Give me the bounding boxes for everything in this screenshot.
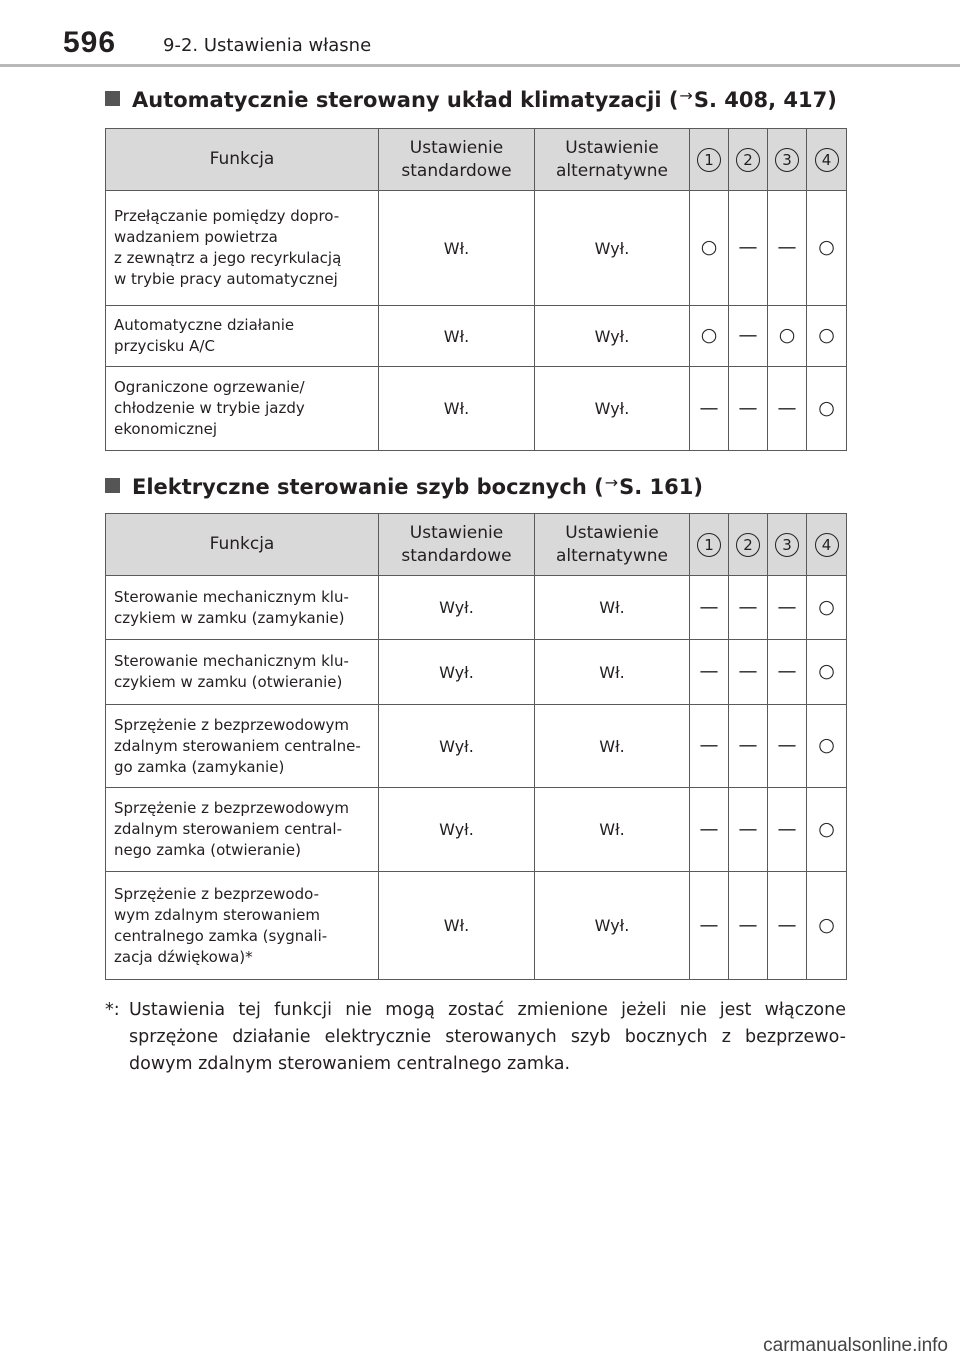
table-row xyxy=(106,306,847,367)
mode-3-availability xyxy=(768,640,807,705)
alternative-setting: Wł. xyxy=(535,705,690,788)
column-header-mode-4 xyxy=(807,129,847,191)
column-header-default: Ustawienie standardowe xyxy=(379,129,535,191)
header-divider xyxy=(0,64,960,67)
column-header-mode-1 xyxy=(690,514,729,576)
mode-1-availability xyxy=(690,640,729,705)
mode-4-availability xyxy=(807,788,847,872)
mode-4-availability xyxy=(807,872,847,980)
mode-4-availability xyxy=(807,705,847,788)
mode-4-availability xyxy=(807,306,847,367)
mode-1-availability xyxy=(690,306,729,367)
column-header-mode-2 xyxy=(729,129,768,191)
column-header-alternative: Ustawienie alternatywne xyxy=(535,514,690,576)
default-setting: Wł. xyxy=(379,191,535,306)
mode-1-availability xyxy=(690,705,729,788)
windows-settings-table xyxy=(105,513,847,980)
mode-1-availability xyxy=(690,576,729,640)
function-name: Sterowanie mechanicznym klu- czykiem w zamku (otwieranie) xyxy=(106,640,379,705)
circled-number-icon: 4 xyxy=(815,533,839,557)
mode-3-availability xyxy=(768,367,807,451)
mode-2-availability xyxy=(729,191,768,306)
mode-3-availability xyxy=(768,576,807,640)
heading-text: Elektryczne sterowanie szyb bocznych ( xyxy=(132,475,604,499)
circle-mark-icon: ○ xyxy=(818,236,835,258)
circled-number-icon: 2 xyxy=(736,533,760,557)
footnote xyxy=(105,997,846,1078)
mode-3-availability xyxy=(768,705,807,788)
function-name: Sprzężenie z bezprzewodo- wym zdalnym sterowaniem centralnego zamka (sygnali- zacja dźwiękowa)* xyxy=(106,872,379,980)
mode-3-availability xyxy=(768,306,807,367)
dash-mark-icon: — xyxy=(777,396,797,419)
mode-2-availability xyxy=(729,306,768,367)
function-name: Sterowanie mechanicznym klu- czykiem w zamku (zamykanie) xyxy=(106,576,379,640)
dash-mark-icon: — xyxy=(699,660,719,682)
dash-mark-icon: — xyxy=(777,236,797,258)
circle-mark-icon: ○ xyxy=(818,396,835,419)
function-name: Przełączanie pomiędzy dopro- wadzaniem powietrza z zewnątrz a jego recyrkulacją w trybie pracy automatycznej xyxy=(106,191,379,306)
default-setting: Wył. xyxy=(379,705,535,788)
heading-climate xyxy=(105,86,837,112)
mode-2-availability xyxy=(729,367,768,451)
column-header-function: Funkcja xyxy=(106,514,379,576)
mode-4-availability xyxy=(807,576,847,640)
circled-number-icon: 3 xyxy=(775,533,799,557)
dash-mark-icon: — xyxy=(699,396,719,419)
mode-2-availability xyxy=(729,705,768,788)
dash-mark-icon: — xyxy=(738,324,758,346)
dash-mark-icon: — xyxy=(777,660,797,682)
table-row xyxy=(106,367,847,451)
table-row xyxy=(106,191,847,306)
default-setting: Wł. xyxy=(379,367,535,451)
mode-2-availability xyxy=(729,788,768,872)
mode-3-availability xyxy=(768,788,807,872)
circle-mark-icon: ○ xyxy=(818,817,835,840)
dash-mark-icon: — xyxy=(738,913,758,936)
table-row xyxy=(106,705,847,788)
function-name: Sprzężenie z bezprzewodowym zdalnym sterowaniem central- nego zamka (otwieranie) xyxy=(106,788,379,872)
table-header-row xyxy=(106,129,847,191)
function-name: Automatyczne działanie przycisku A/C xyxy=(106,306,379,367)
footnote-marker: *: xyxy=(105,1000,120,1020)
circle-mark-icon: ○ xyxy=(700,324,718,346)
dash-mark-icon: — xyxy=(738,734,758,756)
alternative-setting: Wł. xyxy=(535,788,690,872)
column-header-mode-1 xyxy=(690,129,729,191)
mode-3-availability xyxy=(768,191,807,306)
climate-settings-table xyxy=(105,128,847,451)
mode-1-availability xyxy=(690,872,729,980)
circled-number-icon: 4 xyxy=(815,148,839,172)
section-title: 9-2. Ustawienia własne xyxy=(163,35,372,56)
circle-mark-icon: ○ xyxy=(818,913,835,936)
square-bullet-icon xyxy=(105,478,120,493)
column-header-mode-3 xyxy=(768,129,807,191)
function-name: Ograniczone ogrzewanie/ chłodzenie w trybie jazdy ekonomicznej xyxy=(106,367,379,451)
dash-mark-icon: — xyxy=(777,913,797,936)
alternative-setting: Wył. xyxy=(535,191,690,306)
default-setting: Wł. xyxy=(379,306,535,367)
circle-mark-icon: ○ xyxy=(778,324,796,346)
mode-2-availability xyxy=(729,872,768,980)
alternative-setting: Wył. xyxy=(535,306,690,367)
column-header-alternative: Ustawienie alternatywne xyxy=(535,129,690,191)
dash-mark-icon: — xyxy=(699,595,719,618)
page-header xyxy=(0,0,960,70)
column-header-mode-4 xyxy=(807,514,847,576)
table-row xyxy=(106,872,847,980)
table-row xyxy=(106,576,847,640)
default-setting: Wł. xyxy=(379,872,535,980)
mode-4-availability xyxy=(807,367,847,451)
dash-mark-icon: — xyxy=(738,396,758,419)
circle-mark-icon: ○ xyxy=(700,236,718,258)
mode-1-availability xyxy=(690,191,729,306)
column-header-function: Funkcja xyxy=(106,129,379,191)
circle-mark-icon: ○ xyxy=(818,324,835,346)
circled-number-icon: 1 xyxy=(697,533,721,557)
mode-3-availability xyxy=(768,872,807,980)
circled-number-icon: 3 xyxy=(775,148,799,172)
circled-number-icon: 1 xyxy=(697,148,721,172)
page-reference: S. 408, 417) xyxy=(693,88,837,112)
footnote-text: Ustawienia tej funkcji nie mogą zostać zmienione jeżeli nie jest włączone sprzężone działanie elektrycznie sterowanych szyb bocznych z bezprzewo-dowym zdalnym sterowaniem centralnego zamka. xyxy=(129,1000,846,1074)
alternative-setting: Wył. xyxy=(535,367,690,451)
default-setting: Wył. xyxy=(379,788,535,872)
alternative-setting: Wł. xyxy=(535,640,690,705)
function-name: Sprzężenie z bezprzewodowym zdalnym sterowaniem centralne- go zamka (zamykanie) xyxy=(106,705,379,788)
column-header-default: Ustawienie standardowe xyxy=(379,514,535,576)
arrow-right-icon: → xyxy=(604,473,619,492)
table-row xyxy=(106,640,847,705)
mode-4-availability xyxy=(807,640,847,705)
column-header-mode-3 xyxy=(768,514,807,576)
circle-mark-icon: ○ xyxy=(818,660,835,682)
column-header-mode-2 xyxy=(729,514,768,576)
table-row xyxy=(106,788,847,872)
mode-2-availability xyxy=(729,640,768,705)
mode-1-availability xyxy=(690,788,729,872)
dash-mark-icon: — xyxy=(738,236,758,258)
dash-mark-icon: — xyxy=(777,817,797,840)
mode-2-availability xyxy=(729,576,768,640)
arrow-right-icon: → xyxy=(679,86,693,105)
watermark: carmanualsonline.info xyxy=(763,1335,948,1356)
circled-number-icon: 2 xyxy=(736,148,760,172)
dash-mark-icon: — xyxy=(738,660,758,682)
dash-mark-icon: — xyxy=(699,817,719,840)
dash-mark-icon: — xyxy=(699,913,719,936)
dash-mark-icon: — xyxy=(738,817,758,840)
heading-text: Automatycznie sterowany układ klimatyzacji ( xyxy=(132,88,679,112)
circle-mark-icon: ○ xyxy=(818,595,835,618)
mode-1-availability xyxy=(690,367,729,451)
alternative-setting: Wył. xyxy=(535,872,690,980)
page-number: 596 xyxy=(63,26,117,59)
table-header-row xyxy=(106,514,847,576)
mode-4-availability xyxy=(807,191,847,306)
alternative-setting: Wł. xyxy=(535,576,690,640)
dash-mark-icon: — xyxy=(777,595,797,618)
circle-mark-icon: ○ xyxy=(818,734,835,756)
dash-mark-icon: — xyxy=(738,595,758,618)
dash-mark-icon: — xyxy=(699,734,719,756)
dash-mark-icon: — xyxy=(777,734,797,756)
square-bullet-icon xyxy=(105,91,120,106)
default-setting: Wył. xyxy=(379,640,535,705)
heading-windows xyxy=(105,473,703,499)
page-reference: S. 161) xyxy=(619,475,703,499)
default-setting: Wył. xyxy=(379,576,535,640)
